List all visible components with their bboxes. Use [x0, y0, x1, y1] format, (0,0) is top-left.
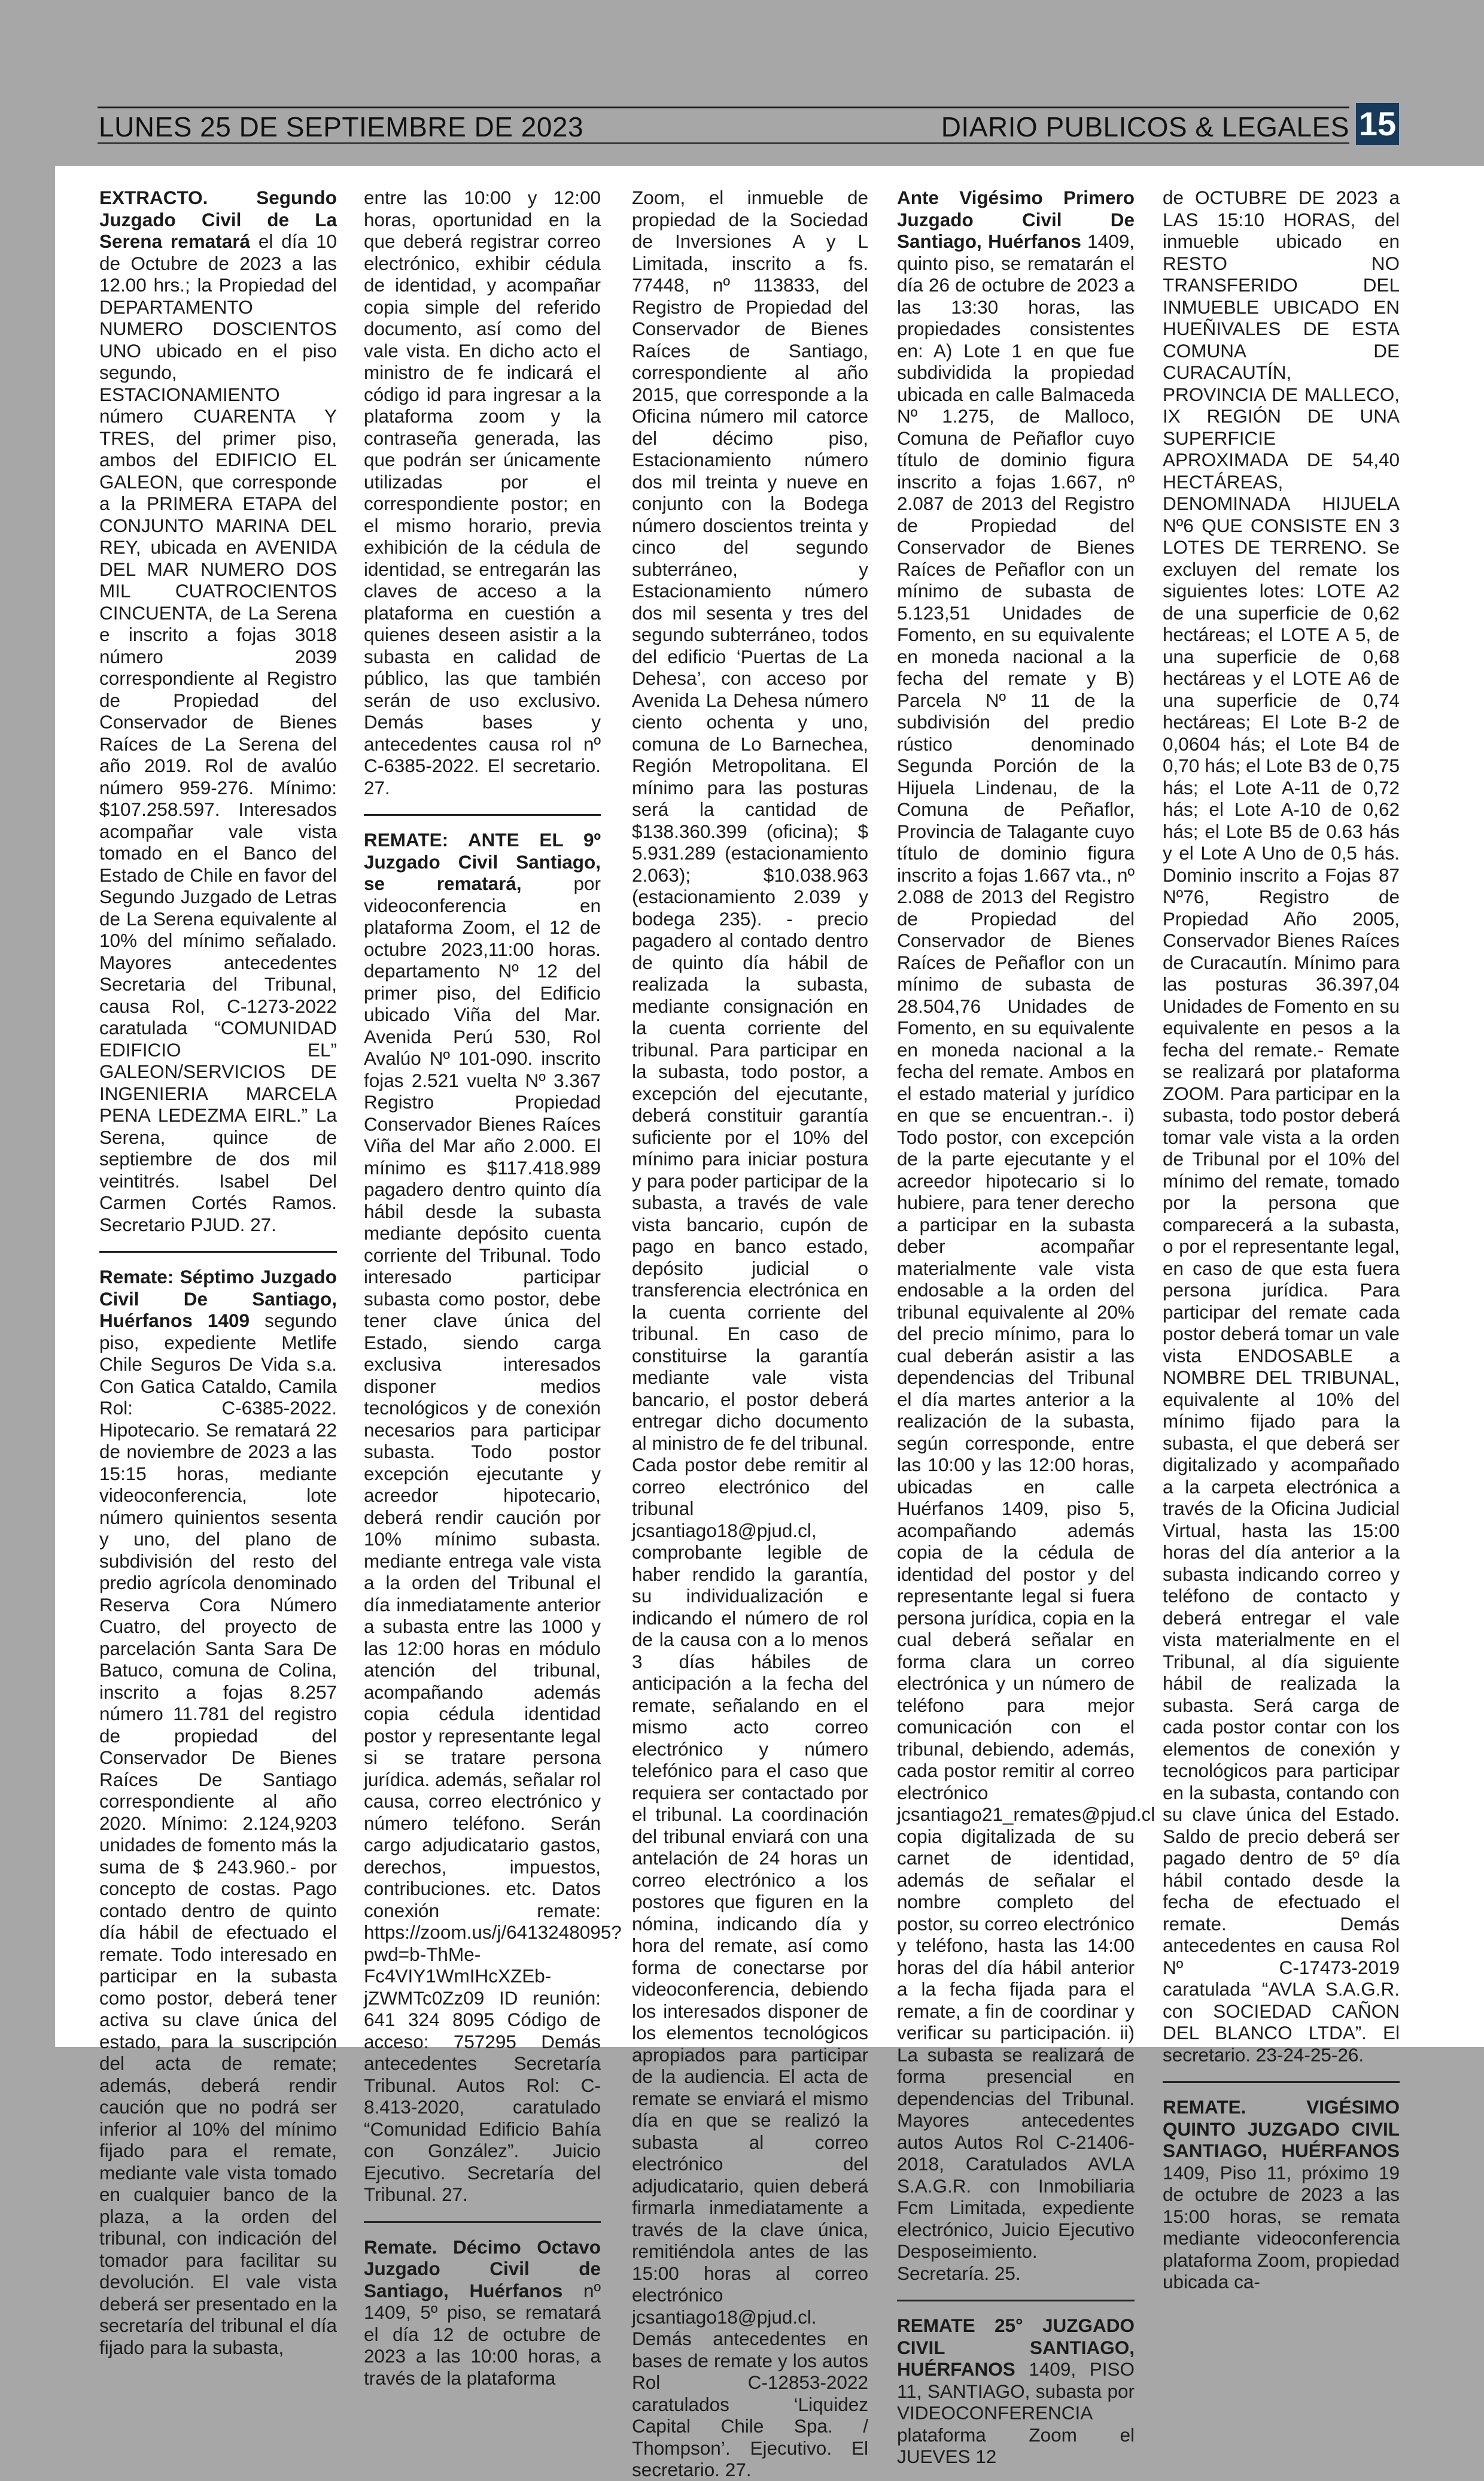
notice-heading: REMATE 25° JUZGADO CIVIL SANTIAGO, HUÉRFANOS: [897, 2315, 1135, 2380]
notice-heading: Ante Vigésimo Primero Juzgado Civil De Santiago, Huérfanos: [897, 187, 1135, 252]
legal-notice: [897, 187, 1155, 2284]
page-number: 15: [1356, 103, 1399, 145]
legal-notice: [364, 2236, 601, 2389]
notice-body: de OCTUBRE DE 2023 a LAS 15:10 HORAS, del inmueble ubicado en RESTO NO TRANSFERIDO DEL INMUEBLE UBICADO EN HUEÑIVALES DE ESTA COMUNA DE CURACAUTÍN, PROVINCIA DE MALLECO, IX REGIÓN DE UNA SUPERFICIE APROXIMADA DE 54,40 HECTÁREAS, DENOMINADA HIJUELA Nº6 QUE CONSISTE EN 3 LOTES DE TERRENO. Se excluyen del remate los siguientes lotes: LOTE A2 de una superficie de 0,62 hectáreas; el LOTE A 5, de una superficie de 0,68 hectáreas y el LOTE A6 de una superficie de 0,74 hectáreas; El Lote B-2 de 0,0604 hás; el Lote B4 de 0,70 hás; el Lote B3 de 0,75 hás; el Lote A-11 de 0,72 hás; el Lote A-10 de 0,62 hás; el Lote B5 de 0.63 hás y el Lote A Uno de 0,5 hás. Dominio inscrito a Fojas 87 Nº76, Registro de Propiedad Año 2005, Conservador Bienes Raíces de Curacautín. Mínimo para las posturas 36.397,04 Unidades de Fomento en su equivalente en pesos a la fecha del remate.- Remate se realizará por plataforma ZOOM. Para participar en la subasta, todo postor deberá tomar vale vista a la orden de Tribunal por el 10% del mínimo del remate, tomado por la persona que comparecerá a la subasta, o por el representante legal, en caso de que esta fuera persona jurídica. Para participar del remate cada postor deberá tomar un vale vista ENDOSABLE a NOMBRE DEL TRIBUNAL, equivalente al 10% del mínimo fijado para la subasta, el que deberá ser digitalizado y acompañado a la carpeta electrónica a través de la Oficina Judicial Virtual, hasta las 15:00 horas del día anterior a la subasta indicando correo y teléfono de contacto y deberá entregar el vale vista materialmente en el Tribunal, al día siguiente hábil de realizada la subasta. Será carga de cada postor contar con los elementos de conexión y tecnológicos para participar en la subasta, contando con su clave única del Estado. Saldo de precio deberá ser pagado dentro de 5º día hábil contado desde la fecha de efectuado el remate. Demás antecedentes en causa Rol Nº C-17473-2019 caratulada “AVLA S.A.G.R. con SOCIEDAD CAÑON DEL BLANCO LTDA”. El secretario. 23-24-25-26.: [1163, 187, 1400, 2066]
notice-separator: [364, 2221, 601, 2223]
page-header: [98, 103, 1399, 144]
notice-separator: [99, 1251, 337, 1253]
notice-separator: [897, 2300, 1135, 2301]
legal-notice: [99, 187, 337, 1235]
notice-separator: [1163, 2081, 1400, 2083]
publication-name: DIARIO PUBLICOS & LEGALES: [941, 111, 1349, 142]
notice-body: 1409, PISO 11, SANTIAGO, subasta por VIDEOCONFERENCIA plataforma Zoom el JUEVES 12: [897, 2358, 1135, 2467]
notice-body: segundo piso, expediente Metlife Chile Seguros De Vida s.a. Con Gatica Cataldo, Camila Rol: C-6385-2022. Hipotecario. Se rematará 22 de noviembre de 2023 a las 15:15 horas, mediante videoconferencia, lote número quinientos sesenta y uno, del plano de subdivisión del resto del predio agrícola denominado Reserva Cora Número Cuatro, del proyecto de parcelación Santa Sara De Batuco, comuna de Colina, inscrito a fojas 8.257 número 11.781 del registro de propiedad del Conservador De Bienes Raíces De Santiago correspondiente al año 2020. Mínimo: 2.124,9203 unidades de fomento más la suma de $ 243.960.- por concepto de costas. Pago contado dentro de quinto día hábil de efectuado el remate. Todo interesado en participar en la subasta como postor, deberá tener activa su clave única del estado, para la suscripción del acta de remate; además, deberá rendir caución que no podrá ser inferior al 10% del mínimo fijado para el remate, mediante vale vista tomado en cualquier banco de la plaza, a la orden del tribunal, con indicación del tomador para facilitar su devolución. El vale vista deberá ser presentado en la secretaría del tribunal el día fijado para la subasta,: [99, 1310, 337, 2358]
column-3: [632, 187, 868, 2480]
notice-separator: [364, 814, 601, 816]
notice-heading: REMATE: ANTE EL 9º Juzgado Civil Santiago, se rematará,: [364, 829, 601, 894]
column-4: [897, 187, 1155, 2467]
notice-body: 1409, quinto piso, se rematarán el día 26 de octubre de 2023 a las 13:30 horas, las propiedades consistentes en: A) Lote 1 en que fue subdividida la propiedad ubicada en calle Balmaceda Nº 1.275, de Malloco, Comuna de Peñaflor cuyo título de dominio figura inscrito a fojas 1.667, nº 2.087 de 2013 del Registro de Propiedad del Conservador de Bienes Raíces de Peñaflor con un mínimo de subasta de 5.123,51 Unidades de Fomento, en su equivalente en moneda nacional a la fecha del remate y B) Parcela Nº 11 de la subdivisión del predio rústico denominado Segunda Porción de la Hijuela Lindenau, de la Comuna de Peñaflor, Provincia de Talagante cuyo título de dominio figura inscrito a fojas 1.667 vta., nº 2.088 de 2013 del Registro de Propiedad del Conservador de Bienes Raíces de Peñaflor con un mínimo de subasta de 28.504,76 Unidades de Fomento, en su equivalente en moneda nacional a la fecha del remate. Ambos en el estado material y jurídico en que se encuentran.-. i) Todo postor, con excepción de la parte ejecutante y el acreedor hipotecario si lo hubiere, para tener derecho a participar en la subasta deber acompañar materialmente vale vista endosable a la orden del tribunal equivalente al 20% del precio mínimo, para lo cual deberán asistir a las dependencias del Tribunal el día martes anterior a la realización de la subasta, según corresponde, entre las 10:00 y las 12:00 horas, ubicadas en calle Huérfanos 1409, piso 5, acompañando además copia de la cédula de identidad del postor y del representante legal si fuera persona jurídica, copia en la cual deberá señalar en forma clara un correo electrónica y un número de teléfono para mejor comunicación con el tribunal, debiendo, además, cada postor remitir al correo electrónico jcsantiago21_remates@pjud.cl copia digitalizada de su carnet de identidad, además de señalar el nombre completo del postor, su correo electrónico y teléfono, hasta las 14:00 horas del día hábil anterior a la fecha fijada para el remate, a fin de coordinar y verificar su participación. ii) La subasta se realizará de forma presencial en dependencias del Tribunal. Mayores antecedentes autos Autos Rol C-21406-2018, Caratulados AVLA S.A.G.R. con Inmobiliaria Fcm Limitada, expediente electrónico, Juicio Ejecutivo Desposeimiento. Secretaría. 25.: [897, 230, 1155, 2284]
legal-notice: [364, 187, 601, 798]
header-top-rule: [98, 107, 1349, 108]
column-1: [99, 187, 337, 2358]
legal-notice: [632, 187, 868, 2481]
notice-body: entre las 10:00 y 12:00 horas, oportunidad en la que deberá registrar correo electrónico, exhibir cédula de identidad, y acompañar copia simple del referido documento, así como del vale vista. En dicho acto el ministro de fe indicará el código id para ingresar a la plataforma zoom y la contraseña generada, las que podrán ser únicamente utilizadas por el correspondiente postor; en el mismo horario, previa exhibición de la cédula de identidad, se entregarán las claves de acceso a la plataforma en cuestión a quienes deseen asistir a la subasta en calidad de público, las que también serán de uso exclusivo. Demás bases y antecedentes causa rol nº C-6385-2022. El secretario. 27.: [364, 187, 601, 798]
notice-body: el día 10 de Octubre de 2023 a las 12.00 hrs.; la Propiedad del DEPARTAMENTO NUMERO DOSCIENTOS UNO ubicado en el piso segundo, ESTACIONAMIENTO número CUARENTA Y TRES, del primer piso, ambos del EDIFICIO EL GALEON, que corresponde a la PRIMERA ETAPA del CONJUNTO MARINA DEL REY, ubicada en AVENIDA DEL MAR NUMERO DOS MIL CUATROCIENTOS CINCUENTA, de La Serena e inscrito a fojas 3018 número 2039 correspondiente al Registro de Propiedad del Conservador de Bienes Raíces de La Serena del año 2019. Rol de avalúo número 959-276. Mínimo: $107.258.597. Interesados acompañar vale vista tomado en el Banco del Estado de Chile en favor del Segundo Juzgado de Letras de La Serena equivalente al 10% del mínimo señalado. Mayores antecedentes Secretaria del Tribunal, causa Rol, C-1273-2022 caratulada “COMUNIDAD EDIFICIO EL” GALEON/SERVICIOS DE INGENIERIA MARCELA PENA LEDEZMA EIRL.” La Serena, quince de septiembre de dos mil veintitrés. Isabel Del Carmen Cortés Ramos. Secretario PJUD. 27.: [99, 230, 337, 1235]
notice-body: Zoom, el inmueble de propiedad de la Sociedad de Inversiones A y L Limitada, inscrito a fs. 77448, nº 113833, del Registro de Propiedad del Conservador de Bienes Raíces de Santiago, correspondiente al año 2015, que corresponde a la Oficina número mil catorce del décimo piso, Estacionamiento número dos mil treinta y nueve en conjunto con la Bodega número doscientos treinta y cinco del segundo subterráneo, y Estacionamiento número dos mil sesenta y tres del segundo subterráneo, todos del edificio ‘Puertas de La Dehesa’, con acceso por Avenida La Dehesa número ciento ochenta y uno, comuna de Lo Barnechea, Región Metropolitana. El mínimo para las posturas será la cantidad de $138.360.399 (oficina); $ 5.931.289 (estacionamiento 2.063); $10.038.963 (estacionamiento 2.039 y bodega 235). - precio pagadero al contado dentro de quinto día hábil de realizada la subasta, mediante consignación en la cuenta corriente del tribunal. Para participar en la subasta, todo postor, a excepción del ejecutante, deberá constituir garantía suficiente por el 10% del mínimo para iniciar postura y para poder participar de la subasta, a través de vale vista bancario, cupón de pago en banco estado, depósito judicial o transferencia electrónica en la cuenta corriente del tribunal. En caso de constituirse la garantía mediante vale vista bancario, el postor deberá entregar dicho documento al ministro de fe del tribunal. Cada postor debe remitir al correo electrónico del tribunal jcsantiago18@pjud.cl, comprobante legible de haber rendido la garantía, su individualización e indicando el número de rol de la causa con a lo menos 3 días hábiles de anticipación a la fecha del remate, señalando en el mismo acto correo electrónico y número telefónico para el caso que requiera ser contactado por el tribunal. La coordinación del tribunal enviará con una antelación de 24 horas un correo electrónico a los postores que figuren en la nómina, indicando día y hora del remate, así como forma de conectarse por videoconferencia, debiendo los interesados disponer de los elementos tecnológicos apropiados para participar de la audiencia. El acta de remate se enviará el mismo día en que se realizó la subasta al correo electrónico del adjudicatario, quien deberá firmarla inmediatamente a través de la clave única, remitiéndola antes de las 15:00 horas al correo electrónico jcsantiago18@pjud.cl. Demás antecedentes en bases de remate y los autos Rol C-12853-2022 caratulados ‘Liquidez Capital Chile Spa. / Thompson’. Ejecutivo. El secretario. 27.: [632, 187, 868, 2480]
legal-notice: [364, 829, 622, 2206]
notice-body: 1409, Piso 11, próximo 19 de octubre de 2023 a las 15:00 horas, se remata mediante videoconferencia plataforma Zoom, propiedad ubicada ca-: [1163, 2161, 1400, 2292]
notice-heading: Remate: Séptimo Juzgado Civil De Santiago, Huérfanos 1409: [99, 1266, 337, 1331]
issue-date: LUNES 25 DE SEPTIEMBRE DE 2023: [99, 111, 584, 142]
notice-heading: EXTRACTO. Segundo Juzgado Civil de La Serena rematará: [99, 187, 337, 252]
header-bottom-rule: [98, 142, 1349, 144]
legal-notice: [1163, 2096, 1400, 2293]
notice-body: nº 1409, 5º piso, se rematará el día 12 de octubre de 2023 a las 10:00 horas, a través de la plataforma: [364, 2279, 601, 2389]
legal-notice: [1163, 187, 1400, 2066]
legal-notice: [897, 2315, 1135, 2468]
notice-body: por videoconferencia en plataforma Zoom, el 12 de octubre 2023,11:00 horas. departamento Nº 12 del primer piso, del Edificio ubicado Viña del Mar. Avenida Perú 530, Rol Avalúo Nº 101-090. inscrito fojas 2.521 vuelta Nº 3.367 Registro Propiedad Conservador Bienes Raíces Viña del Mar año 2.000. El mínimo es $117.418.989 pagadero dentro quinto día hábil desde la subasta mediante depósito cuenta corriente del Tribunal. Todo interesado participar subasta como postor, debe tener clave única del Estado, siendo carga exclusiva interesados disponer medios tecnológicos y de conexión necesarios para participar subasta. Todo postor excepción ejecutante y acreedor hipotecario, deberá rendir caución por 10% mínimo subasta. mediante entrega vale vista a la orden del Tribunal el día inmediatamente anterior a subasta entre las 1000 y las 12:00 horas en módulo atención del tribunal, acompañando además copia cédula identidad postor y representante legal si se tratare persona jurídica. además, señalar rol causa, correo electrónico y número teléfono. Serán cargo adjudicatario gastos, derechos, impuestos, contribuciones. etc. Datos conexión remate: https://zoom.us/j/6413248095?pwd=b-ThMe-Fc4VIY1WmIHcXZEb-jZWMTc0Zz09 ID reunión: 641 324 8095 Código de acceso: 757295 Demás antecedentes Secretaría Tribunal. Autos Rol: C-8.413-2020, caratulado “Comunidad Edificio Bahía con González”. Juicio Ejecutivo. Secretaría del Tribunal. 27.: [364, 873, 622, 2205]
column-5: [1163, 187, 1400, 2292]
column-2: [364, 187, 622, 2389]
notice-heading: Remate. Décimo Octavo Juzgado Civil de Santiago, Huérfanos: [364, 2236, 601, 2301]
legal-notice: [99, 1266, 337, 2358]
notice-heading: REMATE. VIGÉSIMO QUINTO JUZGADO CIVIL SANTIAGO, HUÉRFANOS: [1163, 2096, 1400, 2161]
